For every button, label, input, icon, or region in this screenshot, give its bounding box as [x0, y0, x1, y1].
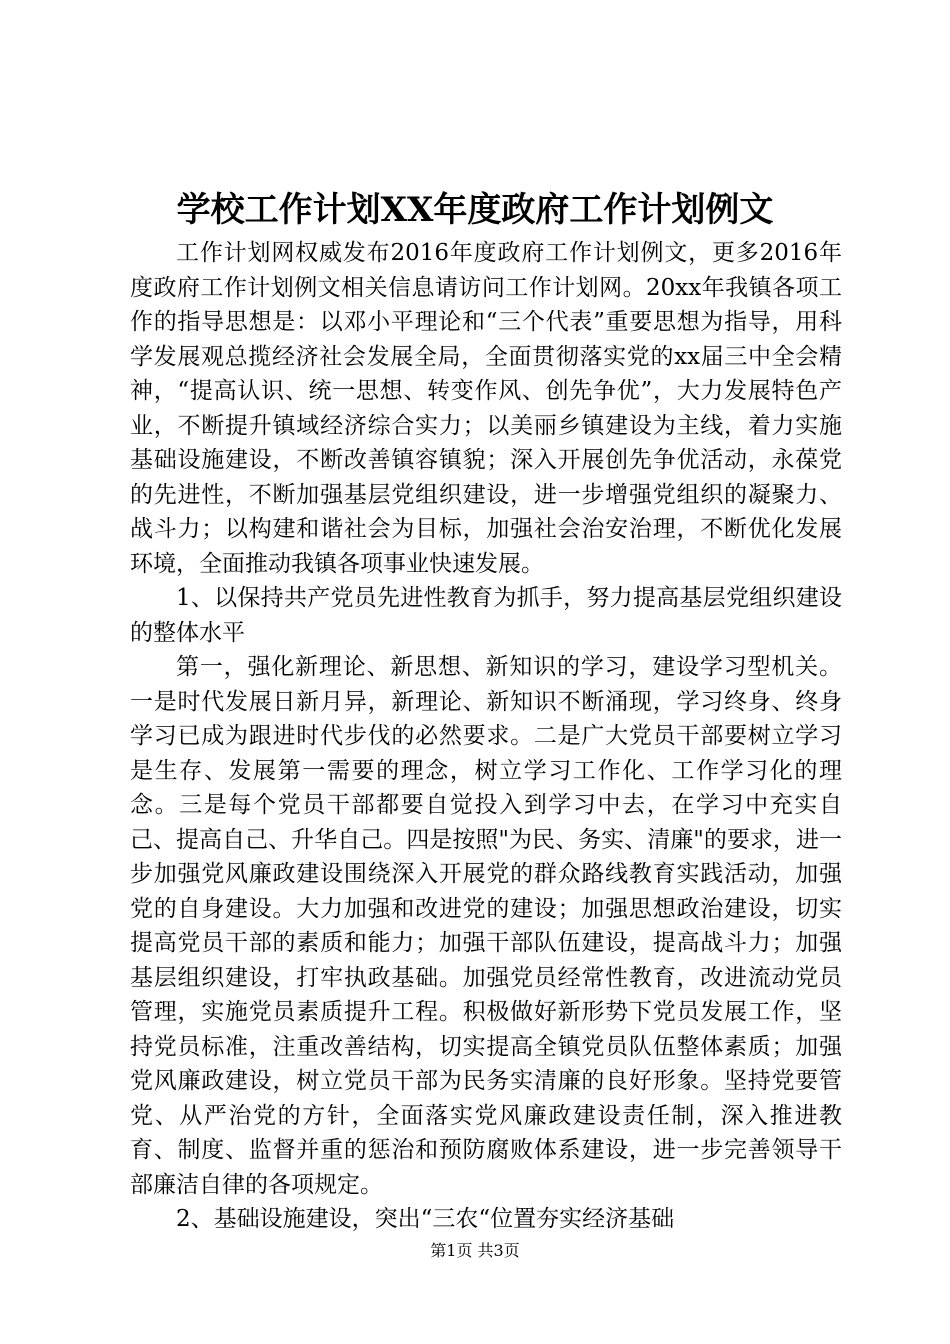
- page-footer: 第1页 共3页: [430, 1241, 520, 1260]
- paragraph-section-2-heading: 2、基础设施建设，突出“三农“位置夯实经济基础: [176, 1206, 675, 1232]
- paragraph-section-1-body: 第一，强化新理论、新思想、新知识的学习，建设学习型机关。一是时代发展日新月异，新理论、新知识不断涌现，学习终身、终身学习已成为跟进时代步伐的必然要求。二是广大党员干部要树立学习是生存、发展第一需要的理念，树立学习工作化、工作学习化的理念。三是每个党员干部都要自觉投入到学习中去，在学习中充实自己、提高自己、升华自己。四是按照"为民、务实、清廉"的要求，进一步加强党风廉政建设围绕深入开展党的群众路线教育实践活动，加强党的自身建设。大力加强和改进党的建设；加强思想政治建设，切实提高党员干部的素质和能力；加强干部队伍建设，提高战斗力；加强基层组织建设，打牢执政基础。加强党员经常性教育，改进流动党员管理，实施党员素质提升工程。积极做好新形势下党员发展工作，坚持党员标准，注重改善结构，切实提高全镇党员队伍整体素质；加强党风廉政建设，树立党员干部为民务实清廉的良好形象。坚持党要管党、从严治党的方针，全面落实党风廉政建设责任制，深入推进教育、制度、监督并重的惩治和预防腐败体系建设，进一步完善领导干部廉洁自律的各项规定。: [130, 654, 842, 1198]
- paragraph-section-1-heading: 1、以保持共产党员先进性教育为抓手，努力提高基层党组织建设的整体水平: [130, 585, 842, 646]
- paragraph-intro: 工作计划网权威发布2016年度政府工作计划例文，更多2016年度政府工作计划例文相关信息请访问工作计划网。20xx年我镇各项工作的指导思想是：以邓小平理论和“三个代表”重要思想为指导，用科学发展观总揽经济社会发展全局，全面贯彻落实党的xx届三中全会精神，“提高认识、统一思想、转变作风、创先争优”，大力发展特色产业，不断提升镇域经济综合实力；以美丽乡镇建设为主线，着力实施基础设施建设，不断改善镇容镇貌；深入开展创先争优活动，永葆党的先进性，不断加强基层党组织建设，进一步增强党组织的凝聚力、战斗力；以构建和谐社会为目标，加强社会治安治理，不断优化发展环境，全面推动我镇各项事业快速发展。: [130, 240, 842, 577]
- document-body: [130, 236, 842, 1237]
- document-title: 学校工作计划XX年度政府工作计划例文: [176, 190, 774, 230]
